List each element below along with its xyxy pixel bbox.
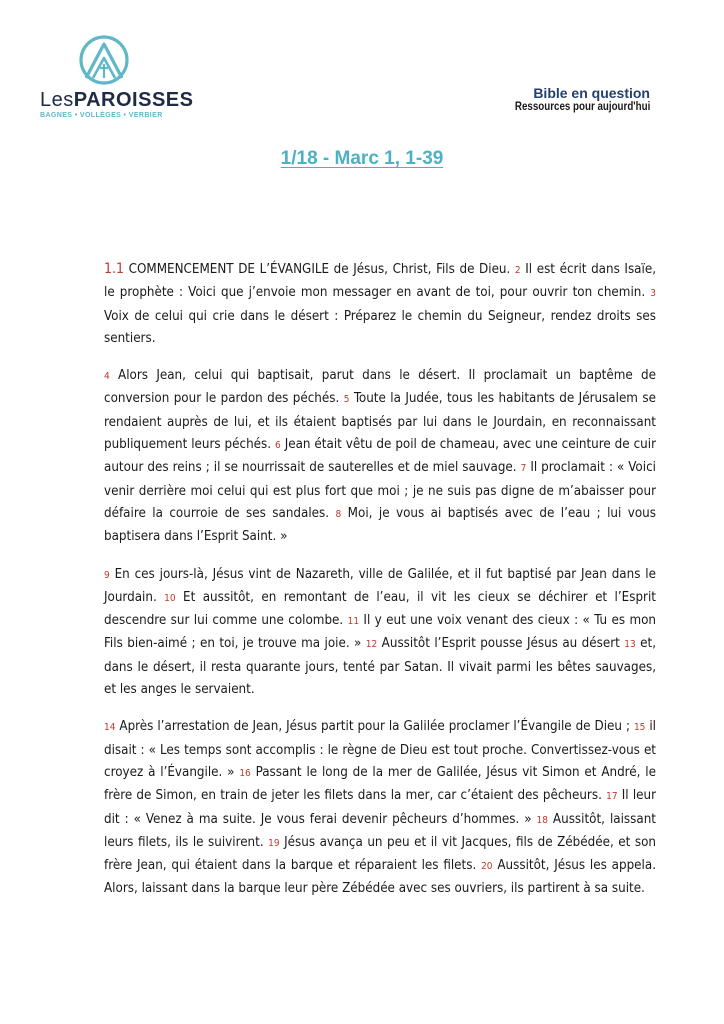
verse-number: 6 [275, 440, 281, 452]
parish-emblem-icon [78, 34, 130, 86]
verse-text: Il est écrit dans Isaïe, le prophète : Voici que j’envoie mon messager en avant de toi, pour ouvrir ton chemin. [104, 262, 656, 301]
verse-number: 8 [335, 508, 342, 520]
verse-text: Et aussitôt, en remontant de l’eau, il vit les cieux se déchirer et l’Esprit descendre sur lui comme une colombe. [104, 589, 656, 629]
verse-number: 18 [536, 814, 548, 826]
verse-text: Aussitôt, laissant leurs filets, ils le suivirent. [104, 811, 656, 850]
verse-number: 17 [606, 791, 618, 803]
verse-text: Aussitôt, Jésus les appela. Alors, laissant dans la barque leur père Zébédée avec ses ouvriers, ils partirent à sa suite. [104, 858, 656, 897]
verse-text: Toute la Judée, tous les habitants de Jérusalem se rendaient auprès de lui, et ils étaient baptisés par lui dans le Jourdain, en reconnaissant publiquement leurs péchés. [104, 391, 656, 453]
verse-number: 4 [104, 371, 110, 383]
paragraph [104, 365, 656, 548]
verse-text: Moi, je vous ai baptisés avec de l’eau ; lui vous baptisera dans l’Esprit Saint. » [104, 505, 656, 545]
verse-number: 19 [268, 837, 280, 849]
scripture-text [104, 258, 656, 916]
verse-text: Jean était vêtu de poil de chameau, avec une ceinture de cuir autour des reins ; il se nourrissait de sauterelles et de miel sauvage. [104, 437, 656, 476]
series-subtitle: Ressources pour aujourd'hui [514, 101, 650, 114]
verse-number: 15 [633, 722, 646, 734]
verse-number: 16 [239, 767, 251, 779]
verse-text: Après l’arrestation de Jean, Jésus partit pour la Galilée proclamer l’Évangile de Dieu ; [115, 719, 634, 735]
paragraph [104, 258, 656, 350]
verse-number: 3 [650, 288, 656, 300]
logo-name-prefix: Les [40, 89, 74, 111]
parish-logo [40, 34, 194, 119]
verse-number: 2 [514, 265, 521, 276]
verse-text: Il proclamait : « Voici venir derrière moi celui qui est plus fort que moi ; je ne suis pas digne de m’abaisser pour défaire la courroie de ses sandales. [104, 460, 656, 521]
document-title [0, 148, 724, 170]
logo-wordmark [40, 89, 194, 111]
verse-number: 12 [365, 639, 378, 651]
document-title-text: 1/18 - Marc 1, 1-39 [280, 148, 444, 169]
verse-number: 1.1 [104, 261, 125, 277]
series-header [491, 86, 650, 115]
verse-text: Il leur dit : « Venez à ma suite. Je vous ferai devenir pêcheurs d’hommes. » [104, 788, 656, 827]
paragraph [104, 564, 656, 702]
verse-number: 5 [343, 394, 350, 406]
verse-text: Alors Jean, celui qui baptisait, parut dans le désert. Il proclamait un baptême de conversion pour le pardon des péchés. [104, 368, 656, 407]
verse-number: 20 [481, 861, 493, 873]
verse-number: 10 [164, 592, 176, 604]
verse-number: 14 [104, 722, 116, 734]
logo-subtitle: BAGNES • VOLLÈGES • VERBIER [40, 112, 163, 119]
verse-text: Passant le long de la mer de Galilée, Jésus vit Simon et André, le frère de Simon, en train de jeter les filets dans la mer, car c’étaient des pêcheurs. [104, 764, 656, 804]
verse-number: 11 [347, 616, 360, 628]
verse-number: 7 [520, 463, 527, 475]
paragraph [104, 716, 656, 900]
verse-text: Voix de celui qui crie dans le désert : Préparez le chemin du Seigneur, rendez droits ses sentiers. [104, 308, 656, 346]
logo-name-main: PAROISSES [73, 89, 194, 111]
verse-number: 13 [624, 639, 636, 651]
verse-text: Jésus avança un peu et il vit Jacques, fils de Zébédée, et son frère Jean, qui étaient dans la barque et réparaient les filets. [104, 834, 656, 874]
verse-text: il disait : « Les temps sont accomplis : le règne de Dieu est tout proche. Convertissez-vous et croyez à l’Évangile. » [104, 719, 656, 780]
verse-text: Il y eut une voix venant des cieux : « Tu es mon Fils bien-aimé ; en toi, je trouve ma joie. » [104, 613, 656, 652]
verse-text: et, dans le désert, il resta quarante jours, tenté par Satan. Il vivait parmi les bêtes sauvages, et les anges le servaient. [104, 636, 656, 698]
verse-text: En ces jours-là, Jésus vint de Nazareth, ville de Galilée, et il fut baptisé par Jean dans le Jourdain. [104, 566, 656, 605]
series-title: Bible en question [533, 85, 650, 101]
verse-number: 9 [104, 569, 110, 581]
verse-text: Aussitôt l’Esprit pousse Jésus au désert [377, 636, 625, 652]
verse-text: COMMENCEMENT DE L’ÉVANGILE de Jésus, Christ, Fils de Dieu. [124, 262, 515, 277]
